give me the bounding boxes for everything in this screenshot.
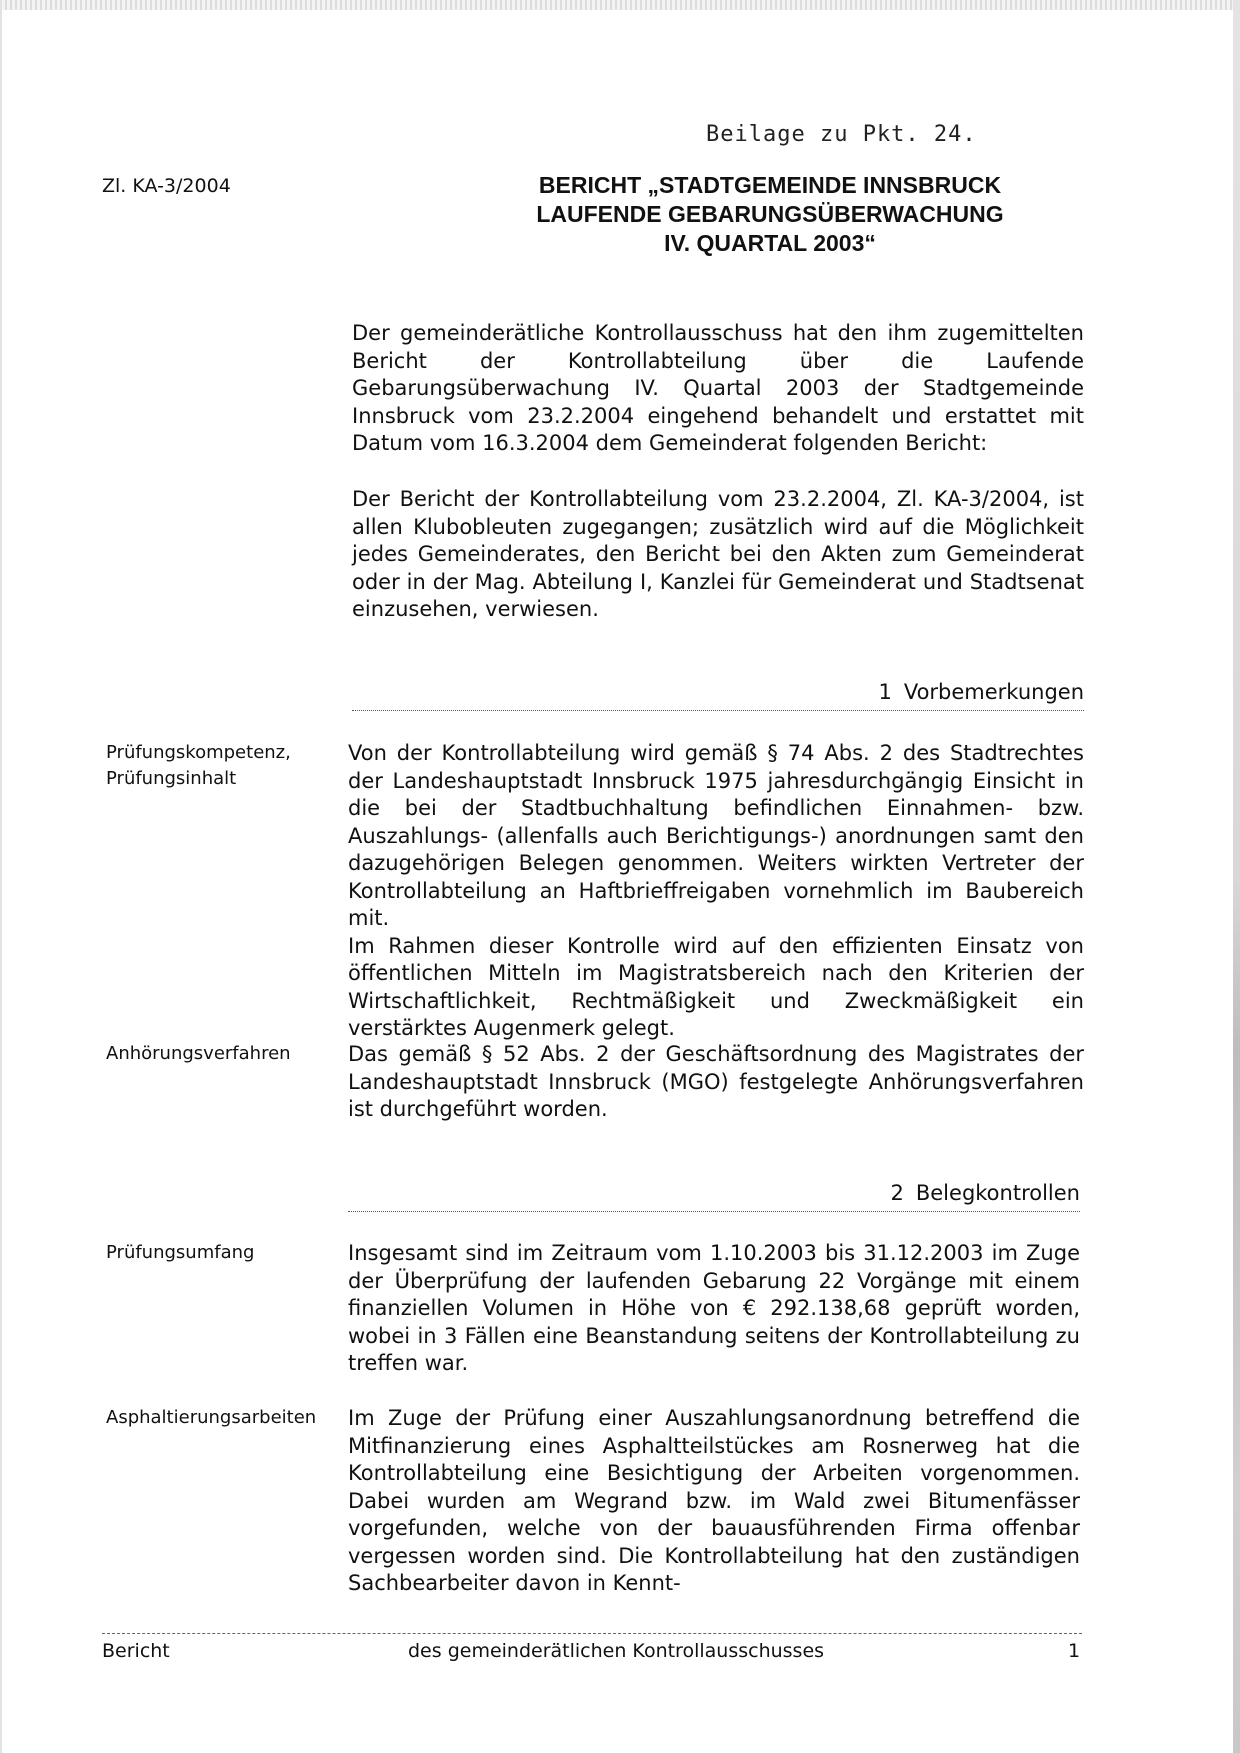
section-2-rule — [348, 1211, 1080, 1212]
section-2-number: 2 — [890, 1181, 904, 1205]
margin-label-pruefungskompetenz: Prüfungskompetenz, Prüfungsinhalt — [106, 742, 291, 789]
reference-number: Zl. KA-3/2004 — [102, 175, 231, 197]
anhoerung-text: Das gemäß § 52 Abs. 2 der Geschäftsordnung des Magistrates der Landeshauptstadt Innsbruck (MGO) festgelegte Anhörungsverfahren ist durchgeführt worden. — [348, 1042, 1084, 1121]
footer-rule — [102, 1633, 1082, 1634]
section-1-text-2: Im Rahmen dieser Kontrolle wird auf den effizienten Einsatz von öffentlichen Mitteln im Magistratsbereich nach den Kriterien der Wirtschaftlichkeit, Rechtmäßigkeit und Zweckmäßigkeit ein verstärktes Augenmerk gelegt. — [348, 933, 1084, 1040]
section-1-text-1: Von der Kontrollabteilung wird gemäß § 74 Abs. 2 des Stadtrechtes der Landeshauptstadt Innsbruck 1975 jahresdurchgängig Einsicht in die bei der Stadtbuchhaltung befindlichen Einnahmen- bzw. Auszahlungs- (allenfalls auch Berichtigungs-) anordnungen samt den dazugehörigen Belegen genommen. Weiters wirkten Vertreter der Kontrollabteilung an Haftbrieffreigaben vornehmlich im Baubereich mit. — [348, 741, 1084, 930]
margin-label-asphaltierung: Asphaltierungsarbeiten — [106, 1407, 317, 1428]
title-line-3: IV. QUARTAL 2003“ — [664, 230, 876, 256]
section-1-rule — [352, 710, 1084, 711]
section-1-body — [348, 740, 1084, 1043]
scan-edge-right — [1233, 0, 1240, 1753]
margin-label-pruefungsumfang: Prüfungsumfang — [106, 1242, 255, 1263]
pruefungsumfang-text: Insgesamt sind im Zeitraum vom 1.10.2003 bis 31.12.2003 im Zuge der Überprüfung der laufenden Gebarung 22 Vorgänge mit einem finanziellen Volumen in Höhe von € 292.138,68 geprüft worden, wobei in 3 Fällen eine Beanstandung seitens der Kontrollabteilung zu treffen war. — [348, 1241, 1080, 1375]
section-1-heading — [352, 680, 1084, 704]
page-number: 1 — [1068, 1640, 1081, 1662]
title-line-1: BERICHT „STADTGEMEINDE INNSBRUCK — [538, 172, 1002, 198]
footer-center: des gemeinderätlichen Kontrollausschusses — [408, 1640, 825, 1662]
footer-left: Bericht — [102, 1640, 170, 1662]
intro-paragraph-1: Der gemeinderätliche Kontrollausschuss hat den ihm zugemittelten Bericht der Kontrollabteilung über die Laufende Gebarungsüberwachung IV. Quartal 2003 der Stadtgemeinde Innsbruck vom 23.2.2004 eingehend behandelt und erstattet mit Datum vom 16.3.2004 dem Gemeinderat folgenden Bericht: — [352, 321, 1084, 455]
section-2-title: Belegkontrollen — [915, 1181, 1080, 1205]
margin-label-anhoerung: Anhörungsverfahren — [106, 1043, 291, 1064]
title-line-2: LAUFENDE GEBARUNGSÜBERWACHUNG — [536, 201, 1004, 227]
beilage-stamp: Beilage zu Pkt. 24. — [706, 122, 977, 147]
scan-edge-left — [0, 0, 2, 1753]
asphaltierung-text: Im Zuge der Prüfung einer Auszahlungsanordnung betreffend die Mitfinanzierung eines Asphaltteilstückes am Rosnerweg hat die Kontrollabteilung eine Besichtigung der Arbeiten vorgenommen. Dabei wurden am Wegrand bzw. im Wald zwei Bitumenfässer vorgefunden, welche von der bauausführenden Firma offenbar vergessen worden sind. Die Kontrollabteilung hat den zuständigen Sachbearbeiter davon in Kennt- — [348, 1406, 1080, 1595]
section-1-number: 1 — [878, 680, 892, 704]
section-2-heading — [348, 1181, 1080, 1205]
scan-edge-top — [0, 0, 1240, 10]
report-title — [440, 171, 1100, 258]
intro-paragraph-2: Der Bericht der Kontrollabteilung vom 23.2.2004, Zl. KA-3/2004, ist allen Klubobleuten zugegangen; zusätzlich wird auf die Möglichkeit jedes Gemeinderates, den Bericht bei den Akten zum Gemeinderat oder in der Mag. Abteilung I, Kanzlei für Gemeinderat und Stadtsenat einzusehen, verwiesen. — [352, 487, 1084, 621]
section-1-title: Vorbemerkungen — [903, 680, 1084, 704]
